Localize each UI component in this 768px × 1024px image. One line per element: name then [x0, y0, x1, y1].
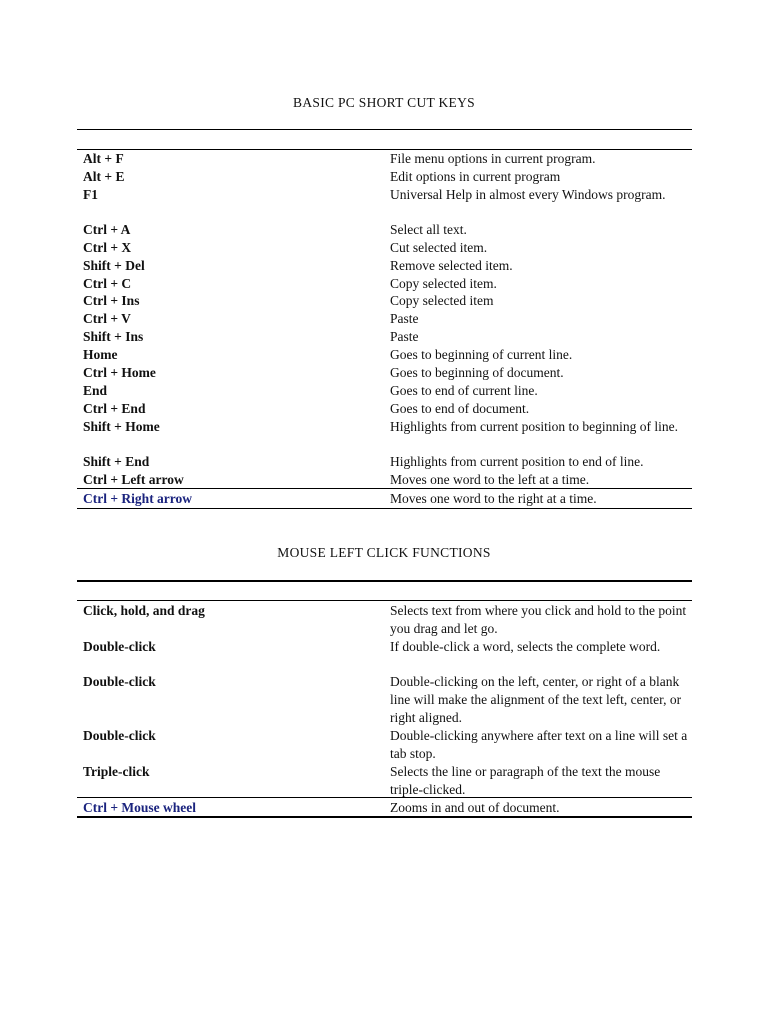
mouse-desc: Double-clicking anywhere after text on a line will set a tab stop. — [390, 728, 688, 761]
mouse-desc: Selects text from where you click and hold to the point you drag and let go. — [390, 603, 687, 636]
shortcut-key: Alt + F — [83, 151, 124, 166]
shortcut-key: F1 — [83, 187, 98, 202]
shortcut-key: Shift + End — [83, 454, 150, 469]
row-divider — [77, 488, 692, 489]
shortcut-key: Ctrl + Right arrow — [83, 491, 193, 506]
shortcut-key: Shift + Home — [83, 419, 160, 434]
shortcut-desc: Goes to end of current line. — [390, 383, 538, 398]
shortcut-desc: Goes to beginning of document. — [390, 365, 564, 380]
mouse-desc: Selects the line or paragraph of the text the mouse triple-clicked. — [390, 764, 661, 797]
shortcut-key: Shift + Del — [83, 258, 145, 273]
shortcut-desc: Edit options in current program — [390, 169, 561, 184]
mouse-action: Double-click — [83, 728, 156, 743]
mouse-desc: If double-click a word, selects the complete word. — [390, 639, 661, 654]
shortcut-desc: Moves one word to the left at a time. — [390, 472, 590, 487]
shortcut-key: Ctrl + A — [83, 222, 131, 237]
table-bottom-rule — [77, 816, 692, 818]
shortcut-desc: Moves one word to the right at a time. — [390, 491, 597, 506]
shortcut-desc: Copy selected item. — [390, 276, 497, 291]
shortcut-desc: File menu options in current program. — [390, 151, 596, 166]
mouse-action: Ctrl + Mouse wheel — [83, 800, 197, 815]
mouse-desc: Zooms in and out of document. — [390, 800, 560, 815]
table-top-rule — [77, 580, 692, 582]
shortcut-key: Ctrl + V — [83, 311, 131, 326]
shortcut-key: Ctrl + Home — [83, 365, 156, 380]
shortcut-key: Shift + Ins — [83, 329, 144, 344]
mouse-title: MOUSE LEFT CLICK FUNCTIONS — [277, 545, 491, 560]
shortcut-key: End — [83, 383, 108, 398]
table-header-rule — [77, 600, 692, 601]
shortcut-desc: Universal Help in almost every Windows program. — [390, 187, 666, 202]
table-top-rule — [77, 129, 692, 130]
shortcut-desc: Paste — [390, 329, 419, 344]
mouse-desc: Double-clicking on the left, center, or right of a blank line will make the alignment of the text left, center, or right aligned. — [390, 674, 682, 725]
shortcut-desc: Paste — [390, 311, 419, 326]
shortcut-desc: Goes to end of document. — [390, 401, 530, 416]
shortcut-key: Ctrl + End — [83, 401, 146, 416]
row-divider — [77, 797, 692, 798]
shortcuts-title: BASIC PC SHORT CUT KEYS — [293, 95, 475, 110]
shortcut-key: Alt + E — [83, 169, 125, 184]
shortcut-desc: Highlights from current position to beginning of line. — [390, 419, 678, 434]
mouse-action: Triple-click — [83, 764, 150, 779]
table-bottom-rule — [77, 508, 692, 509]
shortcut-key: Ctrl + C — [83, 276, 132, 291]
shortcut-key: Ctrl + Left arrow — [83, 472, 184, 487]
shortcut-desc: Copy selected item — [390, 293, 494, 308]
mouse-action: Double-click — [83, 639, 156, 654]
shortcut-key: Ctrl + Ins — [83, 293, 140, 308]
shortcut-desc: Cut selected item. — [390, 240, 488, 255]
shortcut-desc: Remove selected item. — [390, 258, 513, 273]
mouse-action: Click, hold, and drag — [83, 603, 205, 618]
mouse-action: Double-click — [83, 674, 156, 689]
shortcut-key: Ctrl + X — [83, 240, 132, 255]
shortcut-key: Home — [83, 347, 118, 362]
shortcut-desc: Goes to beginning of current line. — [390, 347, 573, 362]
shortcut-desc: Select all text. — [390, 222, 467, 237]
shortcut-desc: Highlights from current position to end of line. — [390, 454, 644, 469]
